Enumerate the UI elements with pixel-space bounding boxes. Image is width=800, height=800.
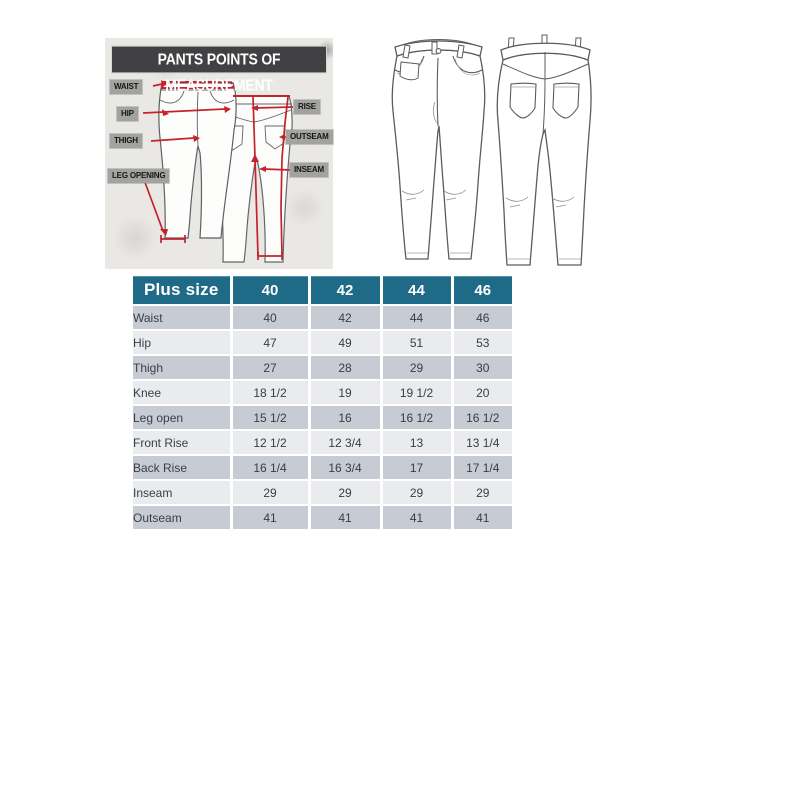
table-row (133, 405, 512, 430)
size-table-body (133, 305, 512, 529)
measurement-value: 49 (309, 330, 381, 355)
measurement-value: 47 (231, 330, 309, 355)
measurement-value: 16 (309, 405, 381, 430)
row-label: Leg open (133, 410, 184, 425)
label-outseam: OUTSEAM (286, 130, 333, 144)
measurement-value: 18 1/2 (231, 380, 309, 405)
label-thigh: THIGH (110, 134, 142, 148)
diagram-title: PANTS POINTS OF MEASUREMENT (112, 47, 326, 73)
measurement-value: 29 (231, 480, 309, 505)
size-column-46: 46 (452, 276, 512, 305)
pants-front-view-sketch (392, 40, 485, 260)
measurement-value: 16 1/2 (452, 405, 512, 430)
size-column-42: 42 (309, 276, 381, 305)
measurement-value: 12 1/2 (231, 430, 309, 455)
table-row (133, 330, 512, 355)
pants-flat-sketches (385, 26, 600, 274)
measurement-value: 46 (452, 305, 512, 330)
measurement-value: 13 1/4 (452, 430, 512, 455)
measurement-value: 51 (381, 330, 452, 355)
table-row (133, 305, 512, 330)
row-label: Back Rise (133, 460, 188, 475)
row-label: Inseam (133, 485, 173, 500)
row-label: Hip (133, 335, 152, 350)
size-table-header (133, 276, 512, 305)
label-rise: RISE (294, 100, 320, 114)
measurement-value: 15 1/2 (231, 405, 309, 430)
measurement-value: 29 (381, 355, 452, 380)
size-column-40: 40 (231, 276, 309, 305)
measurement-value: 30 (452, 355, 512, 380)
label-hip: HIP (117, 107, 138, 121)
table-row (133, 480, 512, 505)
measurement-value: 16 1/2 (381, 405, 452, 430)
measurement-value: 19 1/2 (381, 380, 452, 405)
label-leg-opening: LEG OPENING (108, 169, 169, 183)
table-row (133, 505, 512, 529)
measurement-value: 29 (381, 480, 452, 505)
measurement-value: 17 1/4 (452, 455, 512, 480)
measurement-value: 41 (452, 505, 512, 529)
measurement-value: 41 (231, 505, 309, 529)
measurement-value: 13 (381, 430, 452, 455)
table-row (133, 355, 512, 380)
pants-back-view-sketch (497, 35, 591, 265)
label-waist: WAIST (110, 80, 142, 94)
measurement-value: 29 (452, 480, 512, 505)
measurement-value: 41 (381, 505, 452, 529)
table-row (133, 380, 512, 405)
measurement-value: 41 (309, 505, 381, 529)
measurement-diagram (105, 38, 333, 269)
label-inseam: INSEAM (290, 163, 328, 177)
measurement-value: 12 3/4 (309, 430, 381, 455)
row-label: Knee (133, 385, 162, 400)
table-row (133, 455, 512, 480)
table-title-cell: Plus size (133, 276, 231, 305)
measurement-value: 28 (309, 355, 381, 380)
measurement-value: 16 1/4 (231, 455, 309, 480)
measurement-value: 27 (231, 355, 309, 380)
row-label: Front Rise (133, 435, 189, 450)
size-column-44: 44 (381, 276, 452, 305)
row-label: Outseam (133, 510, 182, 525)
measurement-value: 20 (452, 380, 512, 405)
table-row (133, 430, 512, 455)
measurement-value: 53 (452, 330, 512, 355)
measurement-value: 29 (309, 480, 381, 505)
measurement-value: 17 (381, 455, 452, 480)
row-label: Waist (133, 310, 163, 325)
measurement-value: 44 (381, 305, 452, 330)
measurement-value: 42 (309, 305, 381, 330)
row-label: Thigh (133, 360, 164, 375)
measurement-value: 19 (309, 380, 381, 405)
size-chart-table (133, 276, 512, 529)
measurement-value: 16 3/4 (309, 455, 381, 480)
measurement-value: 40 (231, 305, 309, 330)
